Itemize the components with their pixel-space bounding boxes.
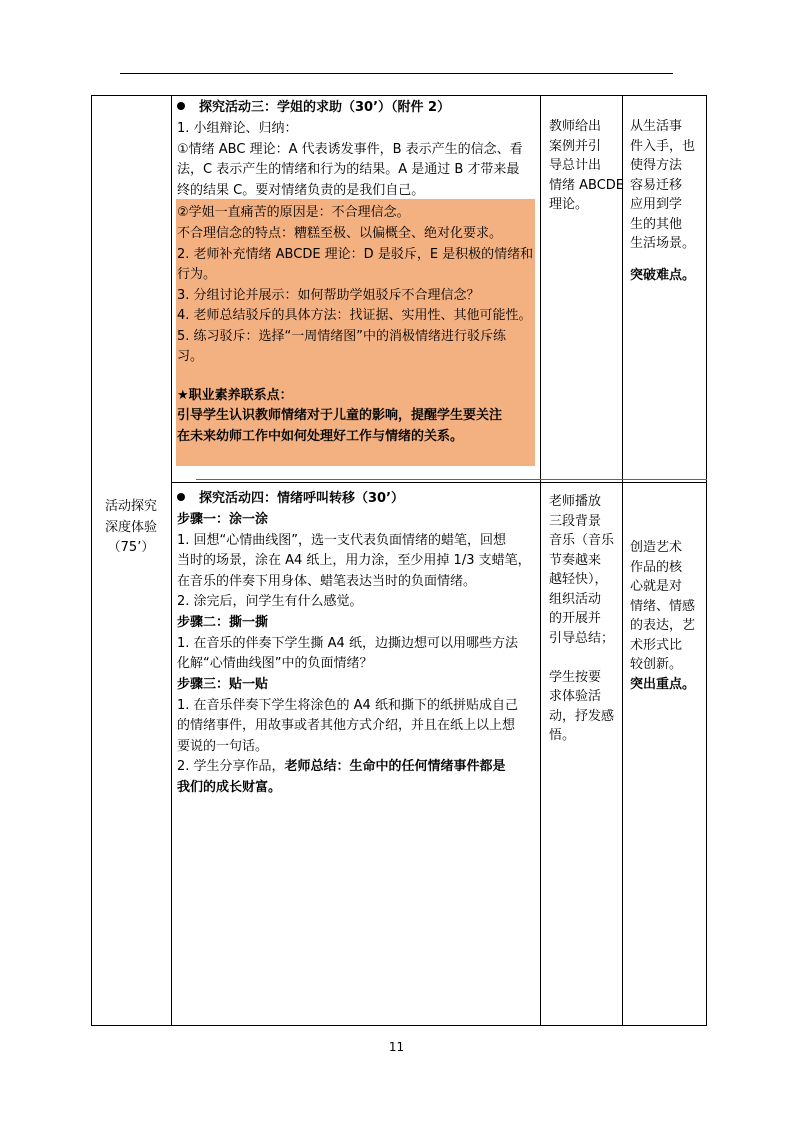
step1-title: 步骤一：涂一涂 [177, 512, 269, 527]
column-divider [540, 96, 541, 1025]
activity3-teacher-activity: 教师给出 案例并引 导总计出 情绪 ABCDE 理论。 [549, 119, 625, 212]
activity3-title: 探究活动三：学姐的求助（30’）（附件 2） [177, 99, 450, 117]
activity3-design-intent: 从生活事 件入手，也 使得方法 容易迁移 应用到学 生的其他 生活场景。 突破难点。 [630, 119, 696, 283]
header-rule [120, 73, 673, 74]
step3-title: 步骤三：贴一贴 [177, 677, 269, 692]
literacy-title: ★职业素养联系点： [177, 388, 293, 403]
activity4-design-intent: 创造艺术 作品的核 心就是对 情绪、情感 的表达，艺 术形式比 较创新。 突出重点。 [630, 540, 696, 692]
activity4-teacher-activity: 老师播放 三段背景 音乐（音乐 节奏越来 越轻快）， 组织活动 的开展并 引导总结； 学生按要 求体验活 动，抒发感 悟。 [549, 494, 615, 743]
row-divider [172, 482, 706, 483]
column-divider [622, 96, 623, 1025]
column-divider [171, 96, 172, 1025]
activity4-title: 探究活动四：情绪呼叫转移（30’） [177, 490, 404, 508]
bullet-icon [177, 102, 185, 110]
share-line: 2. 学生分享作品，老师总结：生命中的任何情绪事件都是 [177, 759, 506, 774]
blue-annotation-line [196, 479, 707, 480]
bullet-icon [177, 493, 185, 501]
page-number: 11 [388, 1040, 405, 1054]
phase-label: 活动探究 深度体验 （75’） [104, 499, 157, 555]
step2-title: 步骤二：撕一撕 [177, 615, 269, 630]
